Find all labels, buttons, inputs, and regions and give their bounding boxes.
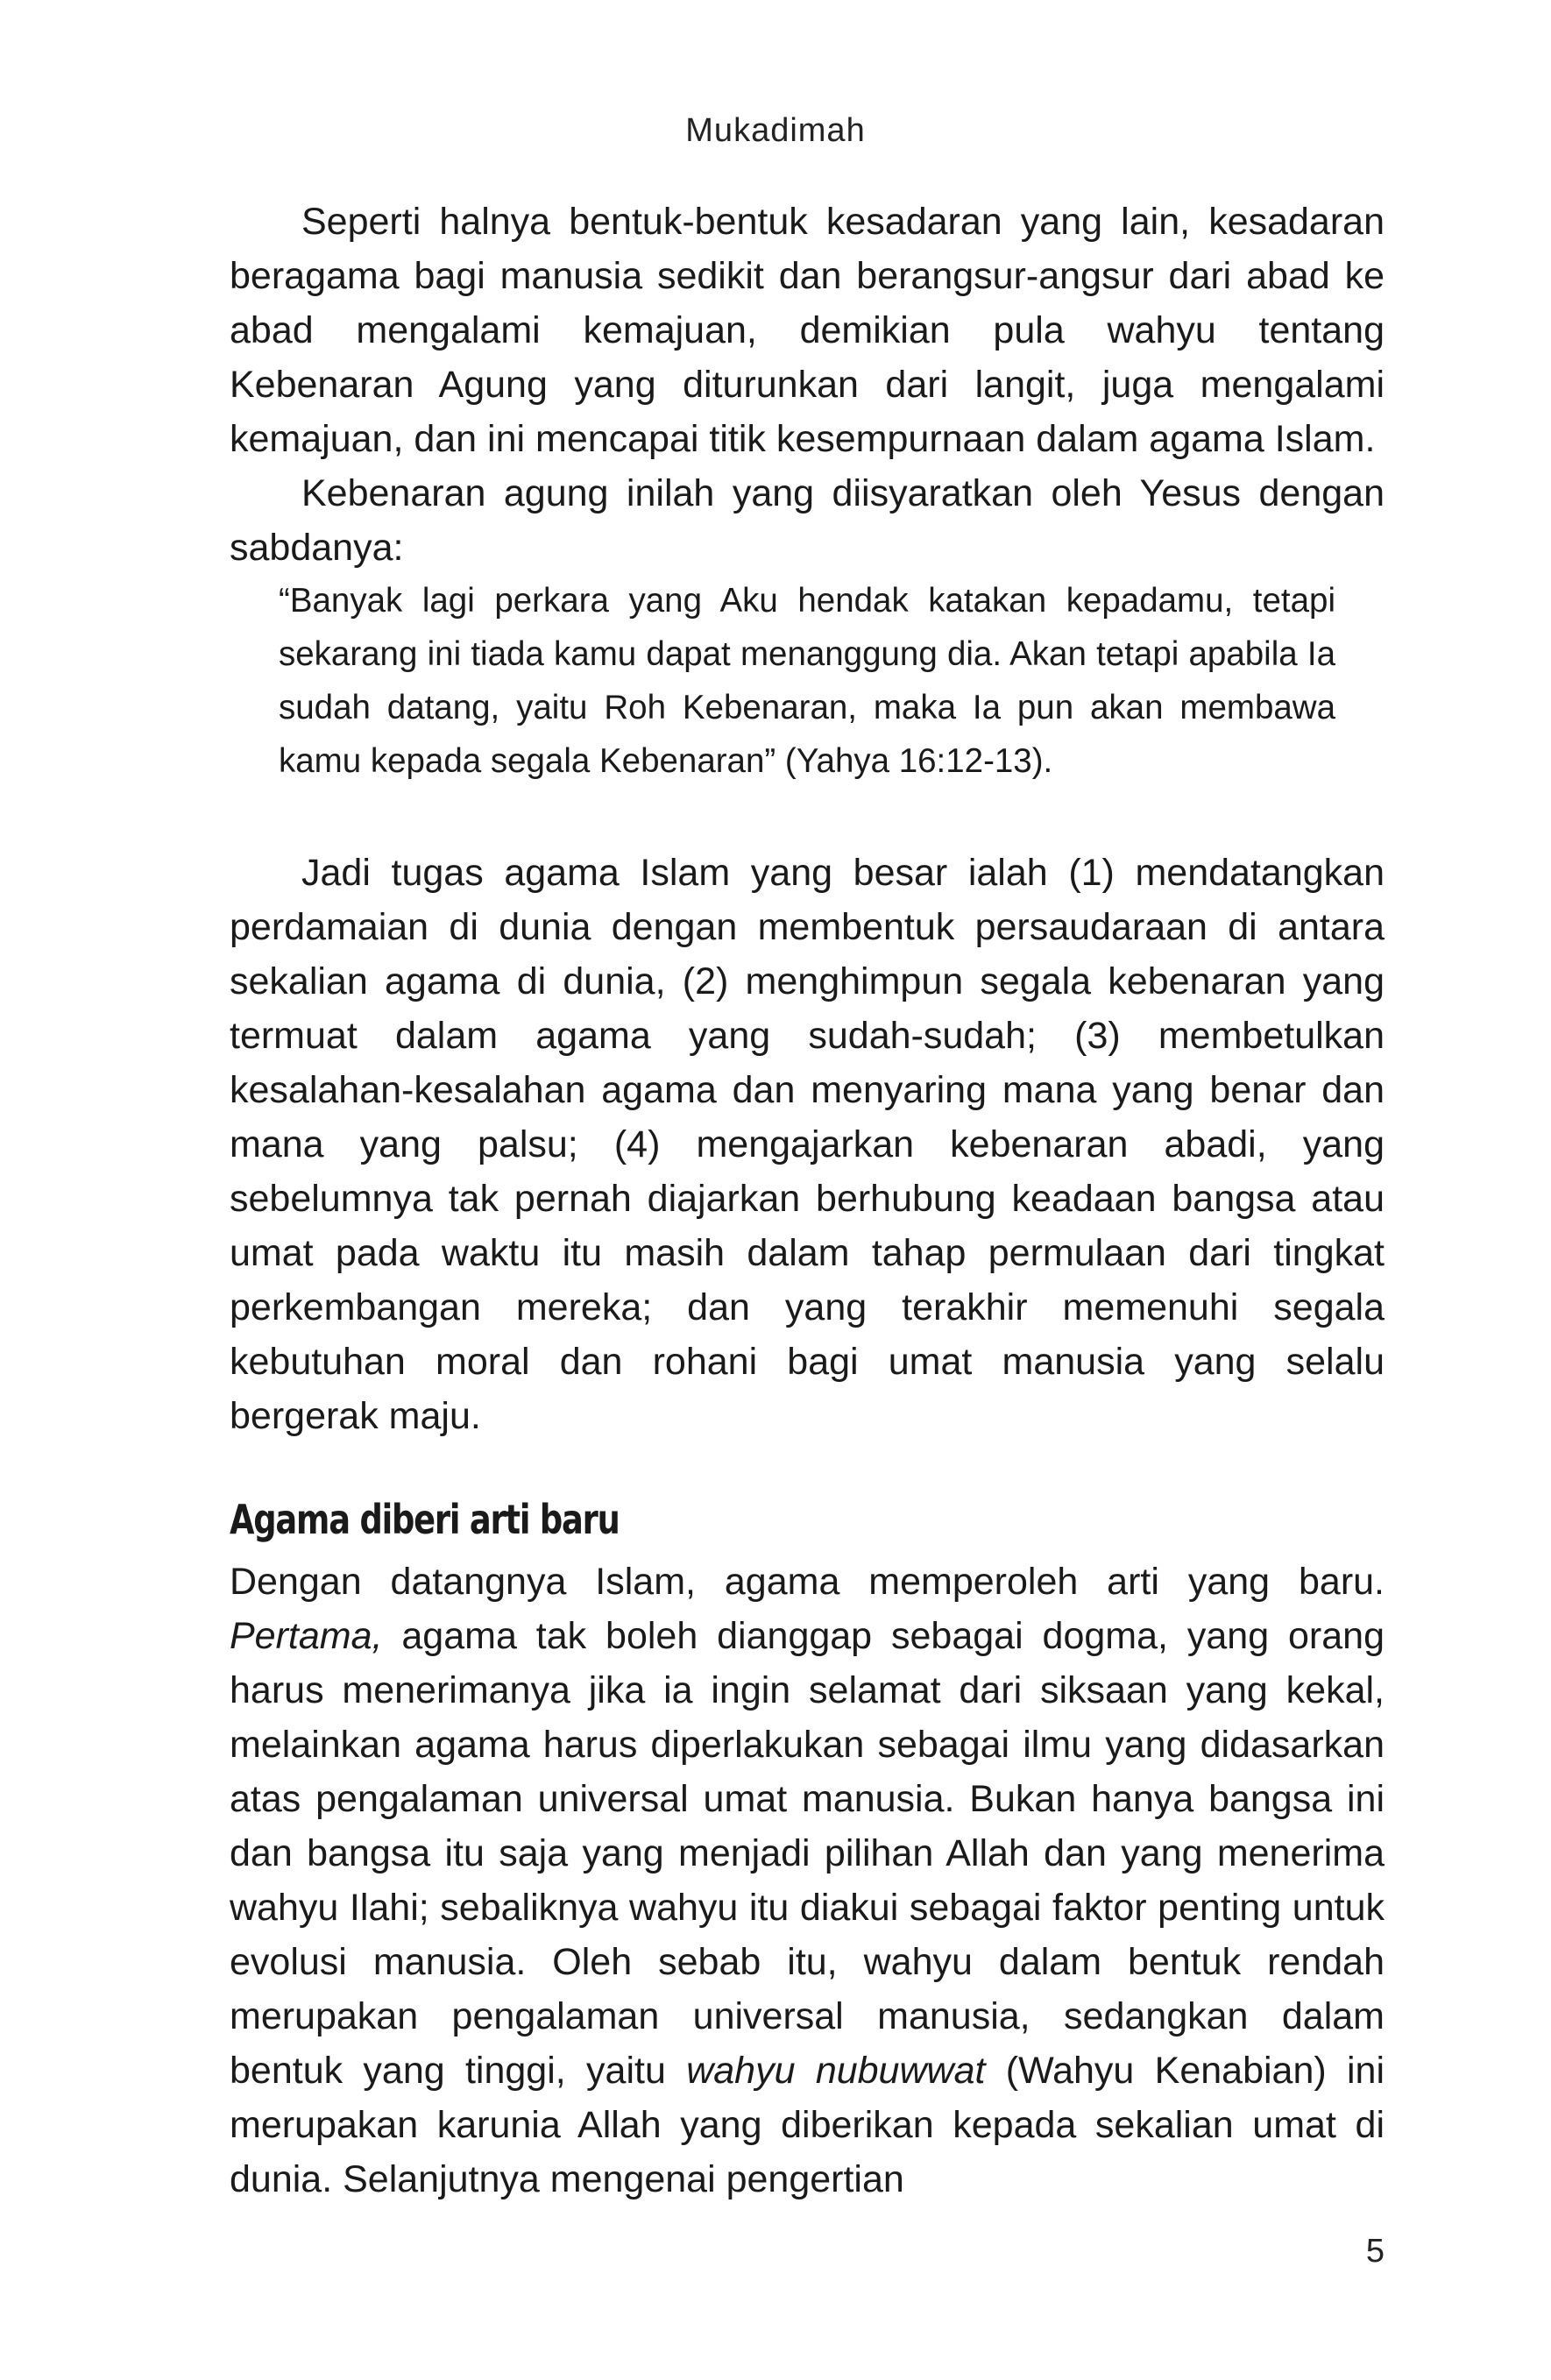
lead-sentence: Dengan datangnya Islam, agama memperoleh arti yang baru. [230,1561,1385,1603]
paragraph-arti-baru [230,1555,1385,2206]
running-head: Mukadimah [685,112,866,149]
paragraph-end: (Wahyu Kenabian) ini merupakan karunia Allah yang diberikan kepada sekalian umat di dunia. Selanjutnya mengenai pengertian [230,2050,1385,2200]
paragraph-middle: agama tak boleh dianggap sebagai dogma, yang orang harus menerimanya jika ia ingin selamat dari siksaan yang kekal, melainkan agama harus diperlakukan sebagai ilmu yang didasarkan atas pengalaman universal umat manusia. Bukan hanya bangsa ini dan bangsa itu saja yang menjadi pilihan Allah dan yang menerima wahyu Ilahi; sebaliknya wahyu itu diakui sebagai faktor penting untuk evolusi manusia. Oleh sebab itu, wahyu dalam bentuk rendah merupakan pengalaman universal manusia, sedangkan dalam bentuk yang tinggi, yaitu [230,1615,1385,2092]
wahyu-nubuwwat-term: wahyu nubuwwat [686,2050,986,2092]
new-meaning-section [230,1555,1385,2206]
paragraph-kesadaran-beragama: Seperti halnya bentuk-bentuk kesadaran yang lain, kesadaran beragama bagi manusia sedikit dan berangsur-angsur dari abad ke abad mengalami kemajuan, demikian pula wahyu tentang Kebenaran Agung yang diturunkan dari langit, juga mengalami kemajuan, dan ini mencapai titik kesempurnaan dalam agama Islam. [230,201,1385,460]
intro-section [230,195,1385,575]
section-heading: Agama diberi arti baru [230,1496,620,1543]
paragraph-tugas-agama-islam: Jadi tugas agama Islam yang besar ialah (1) mendatangkan perdamaian di dunia dengan membentuk persaudaraan di antara sekalian agama di dunia, (2) menghimpun segala kebenaran yang termuat dalam agama yang sudah-sudah; (3) membetulkan kesalahan-kesalahan agama dan menyaring mana yang benar dan mana yang palsu; (4) mengajarkan kebenaran abadi, yang sebelumnya tak pernah diajarkan berhubung keadaan bangsa atau umat pada waktu itu masih dalam tahap permulaan dari tingkat perkembangan mereka; dan yang terakhir memenuhi segala kebutuhan moral dan rohani bagi umat manusia yang selalu bergerak maju. [230,852,1385,1437]
tasks-section [230,846,1385,1443]
paragraph-kebenaran-agung: Kebenaran agung inilah yang diisyaratkan oleh Yesus dengan sabdanya: [230,472,1385,569]
pertama-emphasis: Pertama, [230,1615,383,1657]
bible-quote: “Banyak lagi perkara yang Aku hendak katakan kepadamu, tetapi sekarang ini tiada kamu dapat menanggung dia. Akan tetapi apabila Ia sudah datang, yaitu Roh Kebenaran, maka Ia pun akan membawa kamu kepada segala Kebenaran” (Yahya 16:12-13). [279,582,1335,780]
page-number: 5 [1365,2233,1385,2270]
